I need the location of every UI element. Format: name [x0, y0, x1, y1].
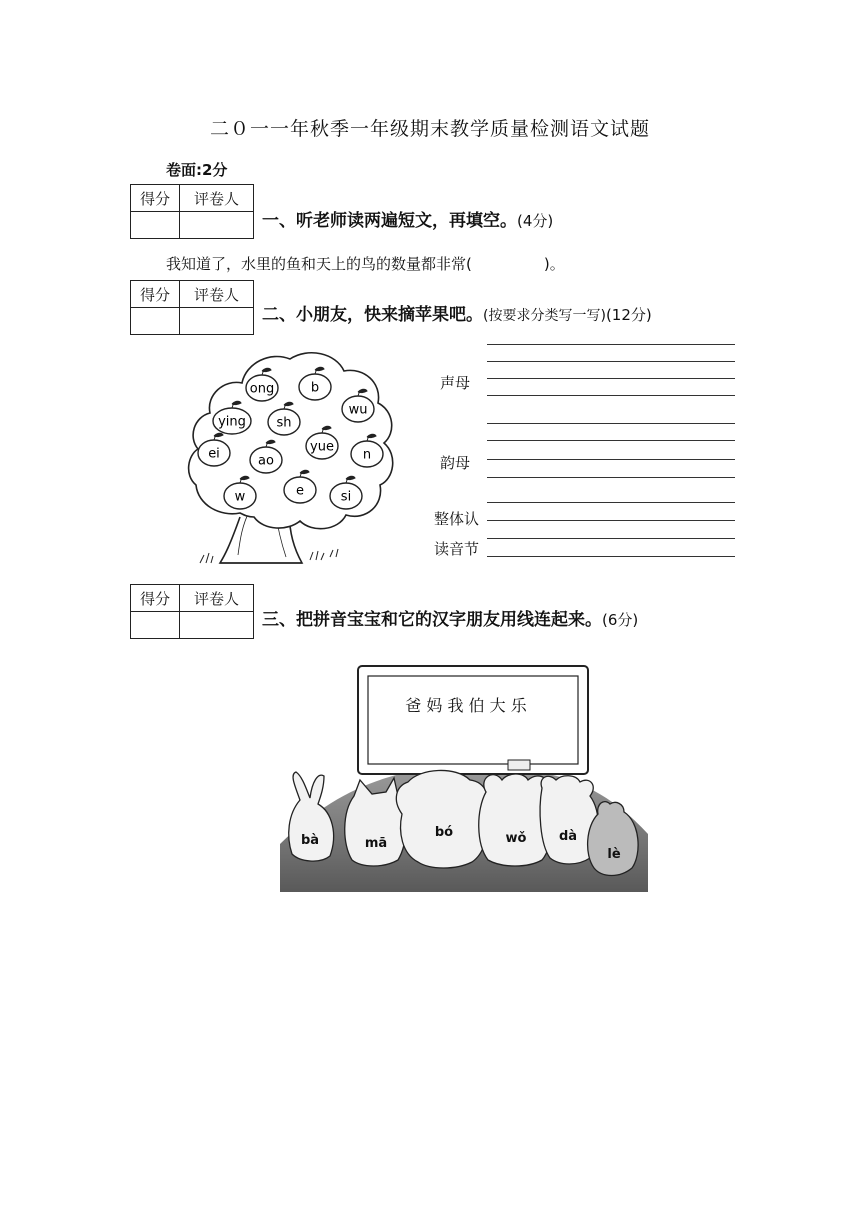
pinyin-label-4[interactable]: dà [558, 829, 578, 844]
sentence-before: 我知道了，水里的鱼和天上的鸟的数量都非常( [166, 255, 472, 273]
apple-label: n [362, 447, 372, 463]
score-box-2 [130, 280, 254, 335]
section3-title: 三、把拼音宝宝和它的汉字朋友用线连起来。 [262, 610, 602, 630]
answer-line[interactable] [487, 344, 735, 345]
pinyin-label-1[interactable]: mā [364, 836, 388, 851]
grader-label: 评卷人 [180, 185, 254, 212]
apple-label: si [340, 489, 352, 505]
score-cell[interactable] [131, 612, 180, 639]
score-label: 得分 [131, 281, 180, 308]
section2-requirement: (按要求分类写一写) [483, 308, 606, 324]
neatness-score: 卷面:2分 [166, 161, 228, 179]
category-whole-line1: 整体认 [434, 510, 480, 528]
apple-tree-illustration [180, 345, 420, 570]
answer-line[interactable] [487, 423, 735, 424]
answer-line[interactable] [487, 477, 735, 478]
apple-label: ao [258, 453, 274, 469]
answer-line[interactable] [487, 440, 735, 441]
apple-label: b [310, 380, 320, 396]
category-finals: 韵母 [440, 454, 471, 472]
section1-heading [262, 206, 553, 231]
section2-points: (12分) [605, 306, 652, 324]
pinyin-label-5[interactable]: lè [607, 847, 621, 862]
answer-line[interactable] [487, 459, 735, 460]
apple-label: ei [208, 446, 220, 462]
answer-line[interactable] [487, 502, 735, 503]
section3-heading [262, 605, 638, 630]
score-label: 得分 [131, 585, 180, 612]
blackboard-characters: 爸 妈 我 伯 大 乐 [405, 696, 527, 715]
apple-label: wu [348, 402, 368, 418]
blackboard-animals-illustration [280, 664, 650, 894]
grader-cell[interactable] [180, 308, 254, 335]
section3-points: (6分) [602, 611, 639, 629]
apple-label: ying [218, 414, 246, 430]
score-cell[interactable] [131, 212, 180, 239]
grader-label: 评卷人 [180, 585, 254, 612]
section1-points: (4分) [517, 212, 554, 230]
answer-line[interactable] [487, 378, 735, 379]
section1-sentence [166, 253, 565, 274]
section2-heading [262, 300, 652, 325]
apple-label: sh [276, 415, 292, 431]
category-initials: 声母 [440, 374, 471, 392]
answer-line[interactable] [487, 395, 735, 396]
pinyin-label-0[interactable]: bà [300, 833, 320, 848]
section1-title: 一、听老师读两遍短文，再填空。 [262, 211, 517, 231]
section2-title: 二、小朋友，快来摘苹果吧。 [262, 305, 483, 325]
score-label: 得分 [131, 185, 180, 212]
grader-cell[interactable] [180, 212, 254, 239]
sentence-after: )。 [543, 255, 565, 273]
apple-label: yue [310, 439, 334, 455]
grader-cell[interactable] [180, 612, 254, 639]
answer-line[interactable] [487, 538, 735, 539]
apple-label: w [234, 489, 246, 505]
apple-label: ong [249, 381, 275, 397]
score-box-3 [130, 584, 254, 639]
answer-line[interactable] [487, 361, 735, 362]
score-cell[interactable] [131, 308, 180, 335]
grader-label: 评卷人 [180, 281, 254, 308]
pinyin-label-2[interactable]: bó [434, 825, 454, 840]
score-box-1 [130, 184, 254, 239]
answer-line[interactable] [487, 556, 735, 557]
pinyin-label-3[interactable]: wǒ [505, 831, 527, 846]
exam-title: 二０一一年秋季一年级期末教学质量检测语文试题 [209, 118, 650, 140]
category-whole-line2: 读音节 [434, 540, 480, 558]
answer-line[interactable] [487, 520, 735, 521]
apple-label: e [296, 483, 304, 499]
